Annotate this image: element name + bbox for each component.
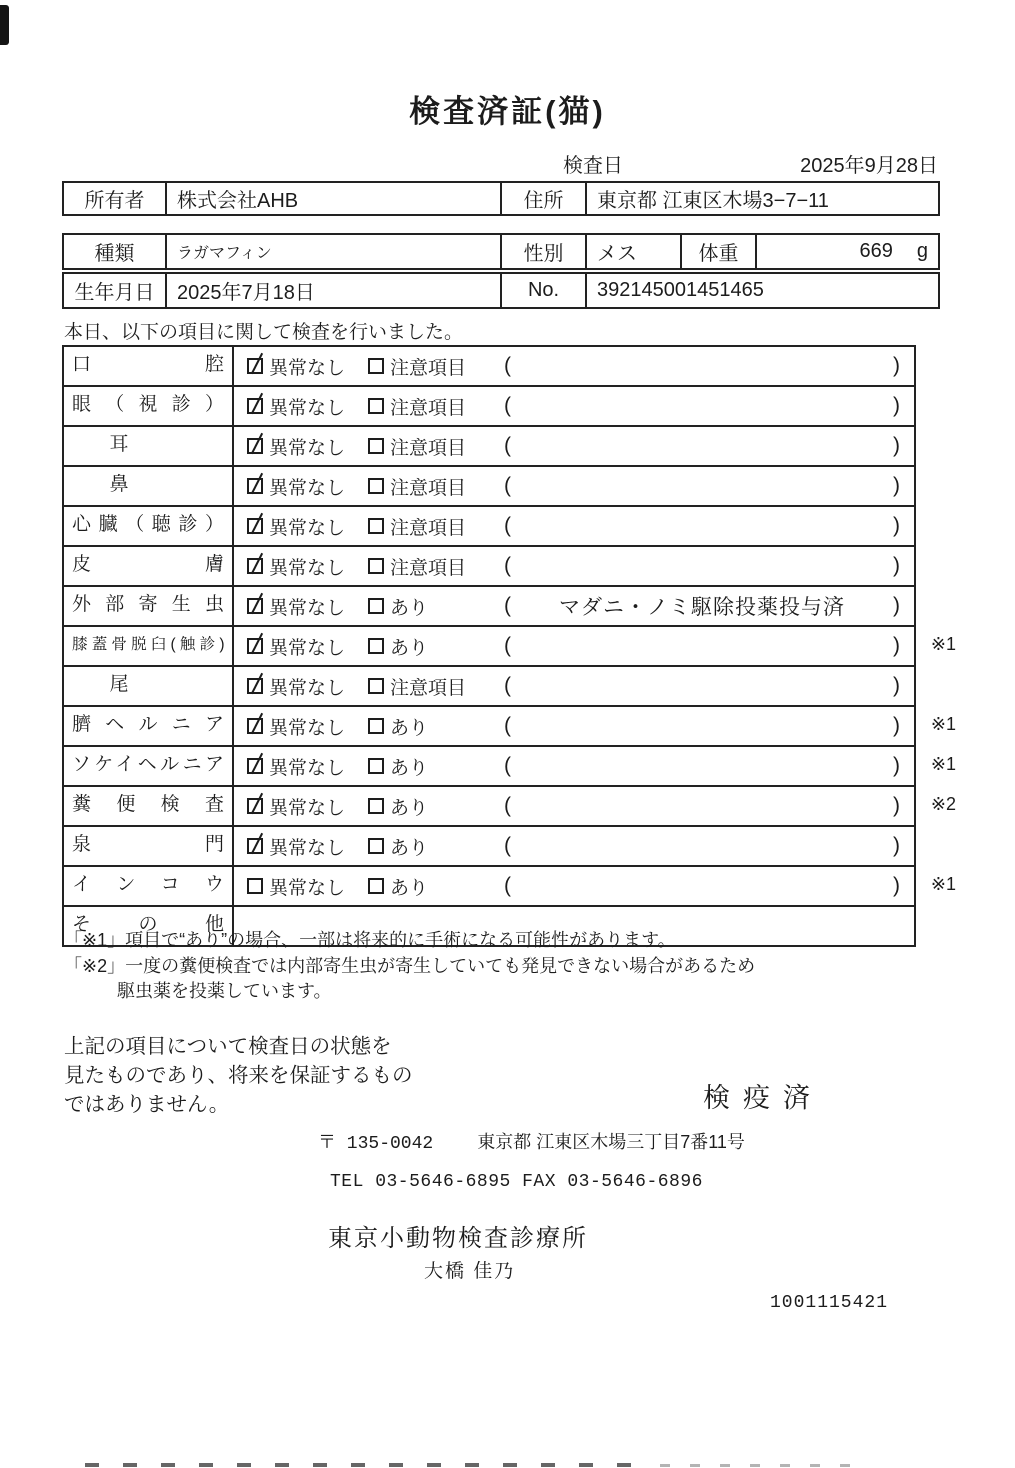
checkbox-zone	[368, 753, 504, 780]
checkbox-icon	[368, 358, 384, 374]
checkbox-label: 異常なし	[269, 797, 346, 819]
owner-table	[62, 181, 940, 216]
no-label: No.	[502, 274, 587, 307]
checkbox-zone	[368, 473, 504, 500]
checkbox-icon	[368, 598, 384, 614]
checkbox-label: 異常なし	[269, 517, 346, 539]
disclaimer-line-1: 上記の項目について検査日の状態を	[64, 1035, 392, 1058]
birth-table	[62, 272, 940, 309]
checkbox-checked-icon	[247, 518, 263, 534]
exam-item-label: 外部寄生虫	[64, 587, 234, 625]
paren-open: (	[504, 674, 511, 697]
weight-cell	[757, 235, 938, 268]
address-value: 東京都 江東区木場3−7−11	[597, 190, 829, 212]
paren-close: )	[893, 674, 900, 697]
exam-row-body	[234, 627, 914, 665]
checkbox-label: 注意項目	[390, 397, 467, 419]
exam-row	[64, 587, 914, 627]
exam-row	[64, 867, 956, 907]
clinic-name: 東京小動物検査診療所	[328, 1225, 588, 1252]
exam-row	[64, 507, 914, 547]
exam-row-body	[234, 787, 914, 825]
exam-row	[64, 467, 914, 507]
checkbox-icon	[368, 398, 384, 414]
result-field	[504, 674, 914, 698]
checkbox-label: 異常なし	[269, 597, 346, 619]
paren-open: (	[504, 434, 511, 457]
checkbox-checked-icon	[247, 398, 263, 414]
checkbox-label: 異常なし	[269, 637, 346, 659]
exam-row-body	[234, 747, 914, 785]
footnote-1: 「※1」項目で“あり”の場合、一部は将来的に手術になる可能性があります。	[64, 930, 676, 950]
paren-close: )	[893, 634, 900, 657]
exam-row	[64, 547, 914, 587]
scan-artifact-bottom-right	[660, 1464, 870, 1467]
checkbox-zone	[368, 393, 504, 420]
checkbox-zone	[368, 713, 504, 740]
checkbox-icon	[247, 878, 263, 894]
paren-close: )	[893, 394, 900, 417]
exam-row-body	[234, 427, 914, 465]
sex-label: 性別	[502, 235, 587, 268]
paren-close: )	[893, 594, 900, 617]
checkbox-zone	[234, 593, 368, 620]
paren-open: (	[504, 754, 511, 777]
result-field	[504, 634, 914, 658]
checkbox-label: あり	[390, 797, 429, 819]
result-field	[504, 794, 914, 818]
disclaimer-line-3: ではありません。	[64, 1093, 230, 1116]
exam-item-label: ソケイヘルニア	[64, 747, 234, 785]
exam-row	[64, 627, 956, 667]
exam-row-body	[234, 707, 914, 745]
owner-label: 所有者	[64, 183, 167, 214]
pet-table	[62, 233, 940, 270]
checkbox-zone	[368, 833, 504, 860]
footnote-3: 駆虫薬を投薬しています。	[117, 981, 332, 1001]
exam-row-body	[234, 867, 914, 905]
checkbox-zone	[234, 513, 368, 540]
clinic-tel-fax: TEL 03-5646-6895 FAX 03-5646-6896	[330, 1172, 703, 1192]
checkbox-checked-icon	[247, 758, 263, 774]
checkbox-label: 異常なし	[269, 357, 346, 379]
exam-item-label: 皮膚	[64, 547, 234, 585]
checkbox-label: 注意項目	[390, 557, 467, 579]
paren-open: (	[504, 394, 511, 417]
checkbox-zone	[368, 353, 504, 380]
footnote-marker: ※1	[930, 634, 956, 654]
exam-row-body	[234, 387, 914, 425]
checkbox-zone	[234, 393, 368, 420]
checkbox-icon	[368, 678, 384, 694]
checkbox-checked-icon	[247, 798, 263, 814]
checkbox-zone	[234, 673, 368, 700]
checkbox-zone	[368, 673, 504, 700]
exam-row-body	[234, 827, 914, 865]
birthdate-label: 生年月日	[64, 274, 167, 307]
exam-row	[64, 667, 914, 707]
exam-date-value: 2025年9月28日	[800, 155, 938, 177]
checkbox-icon	[368, 558, 384, 574]
disclaimer-line-2: 見たものであり、将来を保証するもの	[64, 1064, 413, 1087]
paren-close: )	[893, 794, 900, 817]
checkbox-checked-icon	[247, 478, 263, 494]
checkbox-zone	[234, 833, 368, 860]
weight-unit: g	[916, 240, 928, 262]
paren-open: (	[504, 354, 511, 377]
checkbox-icon	[368, 838, 384, 854]
paren-open: (	[504, 634, 511, 657]
result-field	[504, 754, 914, 778]
checkbox-label: 注意項目	[390, 677, 467, 699]
checkbox-zone	[234, 473, 368, 500]
weight-value: 669	[859, 240, 893, 262]
exam-row-body	[234, 547, 914, 585]
exam-item-label: 耳	[64, 427, 234, 465]
exam-item-label: その他	[64, 907, 234, 945]
exam-item-label: 糞便検査	[64, 787, 234, 825]
result-field	[504, 434, 914, 458]
disclaimer-text	[64, 1032, 413, 1119]
paren-close: )	[893, 714, 900, 737]
checkbox-zone	[234, 713, 368, 740]
checkbox-icon	[368, 798, 384, 814]
page-title: 検査済証(猫)	[409, 94, 606, 129]
checkbox-zone	[234, 793, 368, 820]
paren-close: )	[893, 434, 900, 457]
checkbox-label: 異常なし	[269, 437, 346, 459]
clinic-address-line	[318, 1128, 745, 1154]
clinic-address: 東京都 江東区木場三丁目7番11号	[477, 1132, 745, 1152]
checkbox-zone	[368, 433, 504, 460]
checkbox-icon	[368, 718, 384, 734]
checkbox-checked-icon	[247, 718, 263, 734]
exam-item-label: 眼（視診）	[64, 387, 234, 425]
checkbox-checked-icon	[247, 558, 263, 574]
result-field	[504, 514, 914, 538]
checkbox-checked-icon	[247, 678, 263, 694]
paren-close: )	[893, 834, 900, 857]
paren-open: (	[504, 514, 511, 537]
checkbox-icon	[368, 478, 384, 494]
paren-open: (	[504, 834, 511, 857]
checkbox-label: 異常なし	[269, 757, 346, 779]
sex-value: メス	[587, 235, 682, 268]
checkbox-label: 異常なし	[269, 557, 346, 579]
exam-row	[64, 427, 914, 467]
checkbox-label: 注意項目	[390, 437, 467, 459]
checkbox-zone	[368, 793, 504, 820]
result-field	[504, 591, 914, 621]
checkbox-zone	[234, 633, 368, 660]
paren-open: (	[504, 794, 511, 817]
paren-close: )	[893, 354, 900, 377]
checkbox-checked-icon	[247, 598, 263, 614]
result-field	[504, 714, 914, 738]
paren-close: )	[893, 874, 900, 897]
exam-item-label: 泉門	[64, 827, 234, 865]
footnote-marker: ※1	[930, 754, 956, 774]
exam-row	[64, 787, 956, 827]
checkbox-zone	[234, 553, 368, 580]
paren-close: )	[893, 474, 900, 497]
exam-table	[62, 345, 956, 947]
checkbox-checked-icon	[247, 438, 263, 454]
result-field	[504, 874, 914, 898]
footnote-marker: ※1	[930, 874, 956, 894]
exam-item-label: 膝蓋骨脱臼(触診)	[64, 627, 234, 665]
serial-number: 1001115421	[770, 1293, 889, 1313]
checkbox-label: あり	[390, 757, 429, 779]
owner-value: 株式会社AHB	[167, 183, 502, 214]
exam-item-label: 臍ヘルニア	[64, 707, 234, 745]
checkbox-zone	[234, 433, 368, 460]
exam-row-body	[234, 467, 914, 505]
checkbox-zone	[368, 633, 504, 660]
footnote-marker: ※2	[930, 794, 956, 814]
result-field	[504, 354, 914, 378]
paren-open: (	[504, 594, 511, 617]
checkbox-checked-icon	[247, 358, 263, 374]
intro-text: 本日、以下の項目に関して検査を行いました。	[64, 322, 464, 343]
exam-row	[64, 387, 914, 427]
checkbox-icon	[368, 518, 384, 534]
no-value: 392145001451465	[597, 279, 764, 301]
clinic-postal-code: 〒 135-0042	[318, 1134, 434, 1154]
checkbox-label: 注意項目	[390, 357, 467, 379]
result-field	[504, 554, 914, 578]
checkbox-zone	[368, 873, 504, 900]
checkbox-zone	[234, 873, 368, 900]
checkbox-label: あり	[390, 637, 429, 659]
checkbox-icon	[368, 638, 384, 654]
exam-row	[64, 747, 956, 787]
exam-row-body	[234, 347, 914, 385]
exam-row	[64, 707, 956, 747]
exam-row-body	[234, 507, 914, 545]
birthdate-value: 2025年7月18日	[167, 274, 502, 307]
checkbox-label: あり	[390, 717, 429, 739]
checkbox-label: 異常なし	[269, 837, 346, 859]
paren-close: )	[893, 754, 900, 777]
scan-artifact-top-left	[0, 5, 9, 45]
quarantine-stamp: 検疫済	[703, 1083, 823, 1113]
exam-item-label: 鼻	[64, 467, 234, 505]
breed-label: 種類	[64, 235, 167, 268]
checkbox-label: 異常なし	[269, 397, 346, 419]
exam-row-body	[234, 667, 914, 705]
footnote-marker: ※1	[930, 714, 956, 734]
exam-item-label: 口腔	[64, 347, 234, 385]
paren-open: (	[504, 554, 511, 577]
exam-item-label: インコウ	[64, 867, 234, 905]
exam-item-label: 尾	[64, 667, 234, 705]
checkbox-icon	[368, 758, 384, 774]
scan-artifact-bottom	[85, 1463, 645, 1467]
checkbox-checked-icon	[247, 638, 263, 654]
checkbox-zone	[368, 593, 504, 620]
exam-date-label: 検査日	[563, 155, 623, 177]
checkbox-label: あり	[390, 877, 429, 899]
checkbox-label: 注意項目	[390, 477, 467, 499]
checkbox-zone	[234, 353, 368, 380]
checkbox-zone	[368, 553, 504, 580]
checkbox-label: 注意項目	[390, 517, 467, 539]
result-field	[504, 394, 914, 418]
exam-row-body	[234, 587, 914, 625]
result-field	[504, 474, 914, 498]
paren-close: )	[893, 554, 900, 577]
checkbox-label: 異常なし	[269, 717, 346, 739]
checkbox-checked-icon	[247, 838, 263, 854]
paren-open: (	[504, 474, 511, 497]
exam-row	[64, 827, 914, 867]
checkbox-zone	[368, 513, 504, 540]
address-label: 住所	[502, 183, 587, 214]
paren-open: (	[504, 714, 511, 737]
checkbox-label: 異常なし	[269, 877, 346, 899]
veterinarian-name: 大橋 佳乃	[424, 1261, 516, 1282]
exam-item-label: 心臓（聴診）	[64, 507, 234, 545]
result-field	[504, 834, 914, 858]
checkbox-label: 異常なし	[269, 677, 346, 699]
checkbox-label: あり	[390, 837, 429, 859]
checkbox-label: 異常なし	[269, 477, 346, 499]
paren-close: )	[893, 514, 900, 537]
exam-row	[64, 347, 914, 387]
breed-value: ラガマフィン	[167, 235, 502, 268]
result-text: マダニ・ノミ駆除投薬投与済	[559, 596, 845, 619]
checkbox-label: あり	[390, 597, 429, 619]
checkbox-icon	[368, 878, 384, 894]
paren-open: (	[504, 874, 511, 897]
weight-label: 体重	[682, 235, 757, 268]
footnote-2: 「※2」一度の糞便検査では内部寄生虫が寄生していても発見できない場合があるため	[64, 956, 756, 976]
checkbox-icon	[368, 438, 384, 454]
checkbox-zone	[234, 753, 368, 780]
